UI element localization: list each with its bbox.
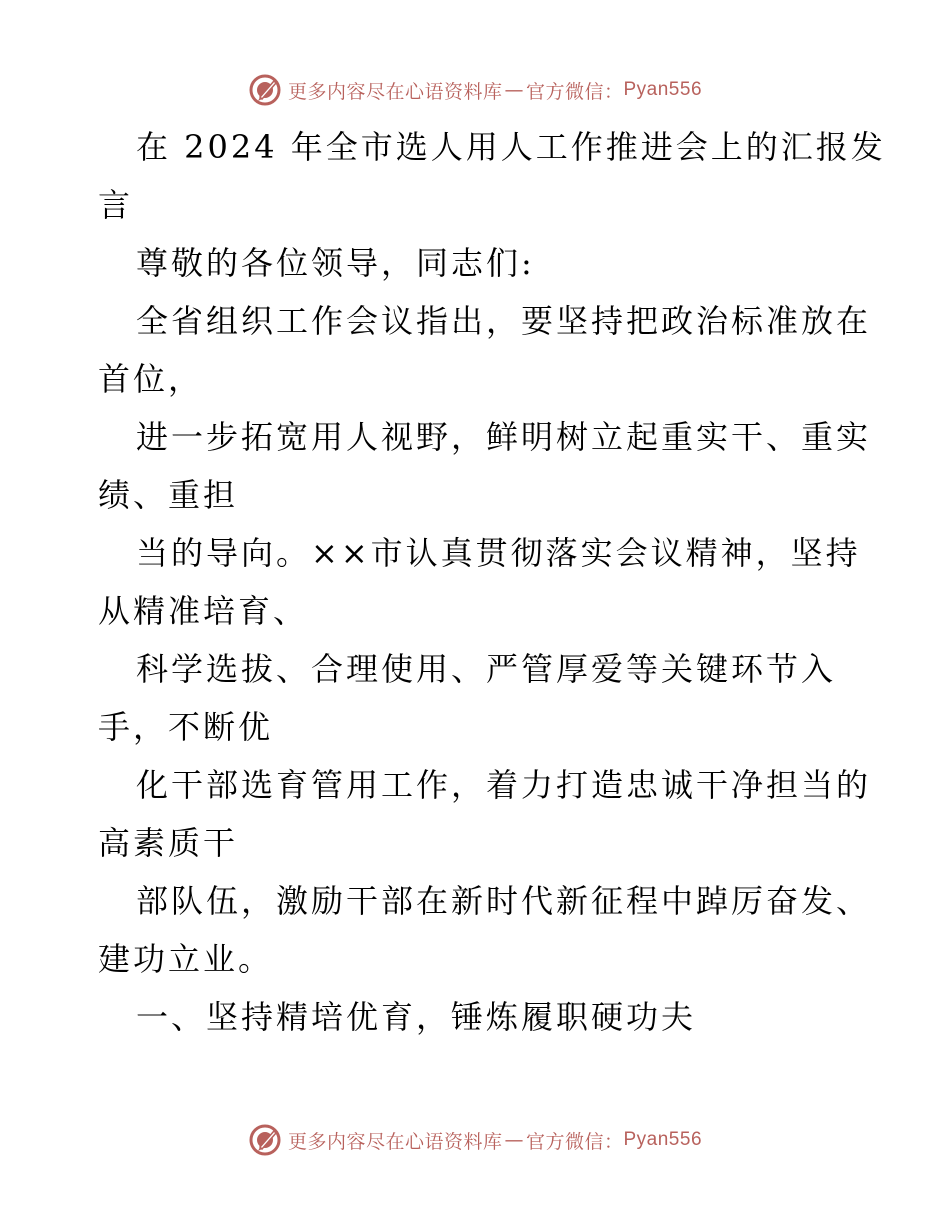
watermark-dash: — — [504, 79, 524, 101]
paragraph-line: 建功立业。 — [98, 940, 274, 978]
section-heading: 一、坚持精培优育，锤炼履职硬功夫 — [136, 998, 697, 1036]
watermark-text: 更多内容尽在心语资料库 — [287, 80, 503, 103]
paragraph-line: 首位， — [98, 360, 204, 398]
watermark-id: Pyan556 — [623, 79, 703, 100]
salutation: 尊敬的各位领导，同志们: — [136, 244, 535, 282]
watermark-label: 官方微信： — [525, 80, 624, 103]
watermark-id: Pyan556 — [623, 1129, 703, 1150]
paragraph-line: 进一步拓宽用人视野，鲜明树立起重实干、重实 — [136, 418, 872, 456]
pen-circle-logo-icon — [248, 1123, 282, 1157]
watermark-dash: — — [504, 1129, 524, 1151]
paragraph-line: 从精准培育、 — [98, 592, 309, 630]
paragraph-line: 化干部选育管用工作，着力打造忠诚干净担当的 — [136, 766, 872, 804]
paragraph-line: 科学选拔、合理使用、严管厚爱等关键环节入 — [136, 650, 837, 688]
document-body — [98, 118, 886, 1046]
pen-circle-logo-icon — [248, 73, 282, 107]
paragraph-line: 手，不断优 — [98, 708, 274, 746]
header-watermark — [0, 70, 950, 110]
paragraph-line: 部队伍，激励干部在新时代新征程中踔厉奋发、 — [136, 882, 872, 920]
title-line-1: 在 2024 年全市选人用人工作推进会上的汇报发 — [136, 128, 886, 166]
paragraph-line: 全省组织工作会议指出，要坚持把政治标准放在 — [136, 302, 872, 340]
paragraph-line: 高素质干 — [98, 824, 239, 862]
paragraph-line: 当的导向。××市认真贯彻落实会议精神，坚持 — [136, 534, 861, 572]
paragraph-line: 绩、重担 — [98, 476, 239, 514]
title-line-2: 言 — [98, 186, 134, 224]
watermark-label: 官方微信： — [525, 1130, 624, 1153]
footer-watermark — [0, 1120, 950, 1160]
watermark-text: 更多内容尽在心语资料库 — [287, 1130, 503, 1153]
